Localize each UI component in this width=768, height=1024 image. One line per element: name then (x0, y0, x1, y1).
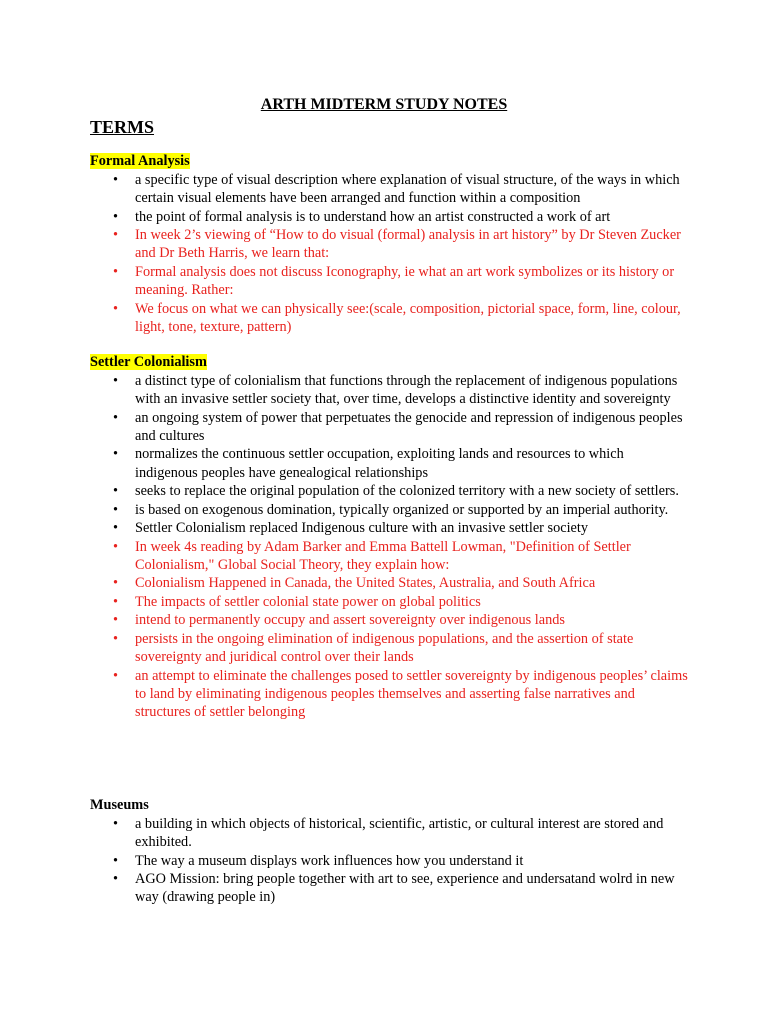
list-item-text: We focus on what we can physically see:(scale, composition, pictorial space, form, line, colour, light, tone, texture, pattern) (135, 300, 681, 335)
list-item-text: normalizes the continuous settler occupation, exploiting lands and resources to which indigenous peoples have genealogical relationships (135, 446, 624, 481)
list-item-text: In week 2’s viewing of “How to do visual (formal) analysis in art history” by Dr Steven Zucker and Dr Beth Harris, we learn that: (135, 227, 681, 262)
bullet-icon: • (113, 667, 119, 684)
list-item (90, 630, 690, 666)
list-item (90, 482, 690, 500)
bullet-list (90, 171, 690, 336)
list-item (90, 870, 690, 906)
list-item (90, 372, 690, 408)
list-item (90, 300, 690, 336)
section-settler-colonialism (90, 353, 690, 721)
list-item-text: persists in the ongoing elimination of indigenous populations, and the assertion of state sovereignty and juridical control over their lands (135, 630, 634, 666)
list-item-text: Settler Colonialism replaced Indigenous culture with an invasive settler society (135, 520, 589, 537)
list-item (90, 852, 690, 870)
bullet-icon: • (113, 263, 119, 280)
terms-heading: TERMS (90, 117, 155, 137)
section-museums (90, 796, 690, 907)
document-title: ARTH MIDTERM STUDY NOTES (260, 96, 508, 113)
list-item-text: a building in which objects of historical, scientific, artistic, or cultural interest are stored and exhibited. (135, 816, 664, 851)
bullet-icon: • (113, 593, 119, 610)
bullet-icon: • (113, 520, 119, 537)
bullet-icon: • (113, 871, 119, 888)
list-item-text: AGO Mission: bring people together with art to see, experience and undersatand wolrd in new way (drawing people in) (135, 871, 675, 906)
bullet-icon: • (113, 172, 119, 188)
section-formal-analysis (90, 152, 690, 336)
bullet-icon: • (113, 208, 119, 225)
bullet-icon: • (113, 300, 119, 317)
bullet-icon: • (113, 575, 119, 592)
bullet-icon: • (113, 483, 119, 500)
bullet-list (90, 815, 690, 907)
list-item-text: intend to permanently occupy and assert sovereignty over indigenous lands (135, 612, 565, 629)
list-item (90, 208, 690, 226)
list-item-text: an ongoing system of power that perpetuates the genocide and repression of indigenous peoples and cultures (135, 409, 683, 444)
list-item (90, 538, 690, 574)
list-item (90, 815, 690, 851)
section-heading: Museums (90, 797, 149, 813)
bullet-icon: • (113, 816, 119, 832)
list-item (90, 409, 690, 445)
bullet-icon: • (113, 373, 119, 389)
list-item-text: The impacts of settler colonial state power on global politics (135, 593, 481, 610)
list-item-text: The way a museum displays work influences how you understand it (135, 852, 524, 869)
list-item-text: the point of formal analysis is to understand how an artist constructed a work of art (135, 208, 611, 225)
list-item (90, 519, 690, 537)
bullet-list (90, 372, 690, 721)
list-item-text: an attempt to eliminate the challenges posed to settler sovereignty by indigenous peoples’ claims to land by eliminating indigenous peoples themselves and asserting false narratives and structures of settler belonging (135, 667, 688, 720)
list-item-text: a distinct type of colonialism that functions through the replacement of indigenous populations with an invasive settler society that, over time, develops a distinctive identity and sovereignty (135, 373, 678, 408)
list-item (90, 667, 690, 722)
list-item (90, 593, 690, 611)
bullet-icon: • (113, 630, 119, 647)
list-item (90, 263, 690, 299)
section-heading: Formal Analysis (90, 153, 190, 169)
list-item (90, 501, 690, 519)
list-item (90, 574, 690, 592)
list-item-text: Colonialism Happened in Canada, the United States, Australia, and South Africa (135, 575, 596, 592)
bullet-icon: • (113, 612, 119, 629)
list-item (90, 611, 690, 629)
bullet-icon: • (113, 409, 119, 426)
bullet-icon: • (113, 501, 119, 518)
bullet-icon: • (113, 852, 119, 869)
list-item-text: is based on exogenous domination, typically organized or supported by an imperial authority. (135, 501, 669, 518)
list-item (90, 171, 690, 207)
list-item-text: Formal analysis does not discuss Iconography, ie what an art work symbolizes or its history or meaning. Rather: (135, 263, 675, 299)
bullet-icon: • (113, 538, 119, 555)
list-item (90, 445, 690, 481)
list-item (90, 226, 690, 262)
list-item-text: In week 4s reading by Adam Barker and Emma Battell Lowman, "Definition of Settler Colonialism," Global Social Theory, they explain how: (135, 538, 631, 573)
bullet-icon: • (113, 227, 119, 244)
list-item-text: a specific type of visual description where explanation of visual structure, of the ways in which certain visual elements have been arranged and function within a composition (135, 172, 680, 207)
section-heading: Settler Colonialism (90, 354, 207, 370)
bullet-icon: • (113, 446, 119, 463)
list-item-text: seeks to replace the original population of the colonized territory with a new society of settlers. (135, 483, 679, 500)
